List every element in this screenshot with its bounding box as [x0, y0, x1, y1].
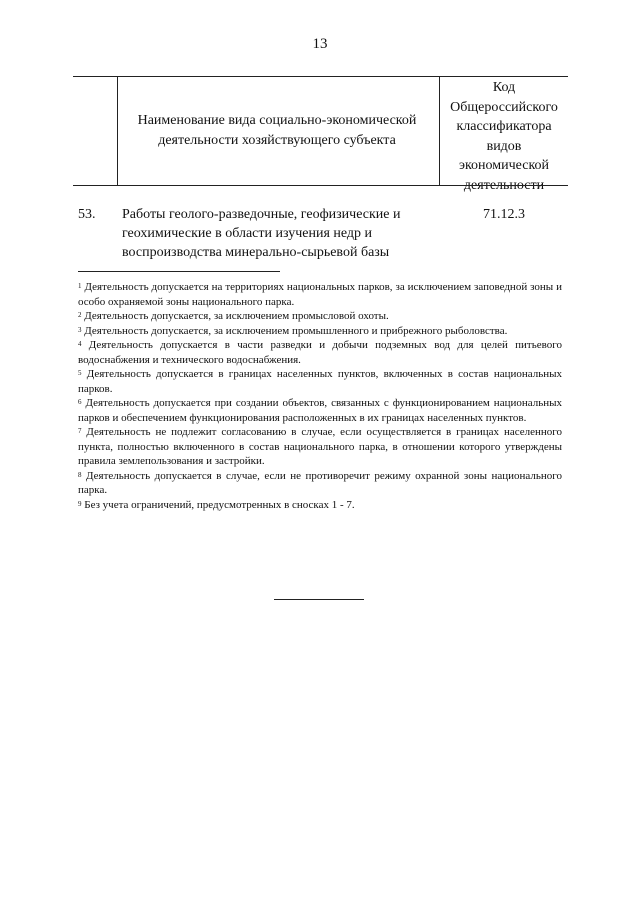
footnote-mark: 2 [78, 311, 82, 319]
footnote-mark: 5 [78, 369, 82, 377]
footnote-mark: 4 [78, 340, 82, 348]
footnote-text: Деятельность допускается, за исключением промышленного и прибрежного рыболовства. [84, 324, 508, 337]
column-header-okved-code: Код Общероссийского классификатора видов экономической деятельности [450, 80, 558, 193]
table-top-rule [73, 76, 568, 77]
footnote-mark: 7 [78, 427, 82, 435]
footnote [78, 309, 562, 324]
footnote-text: Деятельность допускается в случае, если не противоречит режиму охранной зоны национального парка. [78, 469, 562, 496]
row-number: 53. [78, 207, 96, 222]
footnote [78, 338, 562, 367]
footnote-text: Деятельность допускается в части разведки и добычи подземных вод для целей питьевого водоснабжения и технического водоснабжения. [78, 339, 562, 366]
footnote-mark: 6 [78, 398, 82, 406]
footnote-text: Деятельность допускается в границах населенных пунктов, включенных в состав национальных парков. [78, 368, 563, 395]
footnote-mark: 8 [78, 470, 82, 479]
footnote-text: Деятельность допускается при создании объектов, связанных с функционированием национальных парков и обеспечением функционирования расположенных в их границах населенных пунктов. [78, 397, 563, 424]
footnote [78, 324, 562, 339]
footnote [78, 498, 562, 513]
footnote [78, 469, 562, 498]
table-header-rule [73, 185, 568, 186]
document-end-rule [274, 599, 364, 600]
footnote [78, 367, 562, 396]
footnote-text: Деятельность допускается на территориях национальных парков, за исключением заповедной зоны и особо охраняемой зоны национального парка. [78, 281, 563, 308]
footnote-mark: 9 [78, 499, 82, 508]
page-number: 13 [312, 36, 328, 52]
footnote [78, 425, 562, 469]
footnotes [78, 280, 562, 512]
footnote-text: Деятельность не подлежит согласованию в случае, если осуществляется в границах населенного пункта, полностью включенного в состав национального парка, в отношении которого утверждены правила землепользования и застройки. [78, 426, 563, 467]
footnote-mark: 1 [78, 282, 82, 290]
row-okved-code: 71.12.3 [483, 207, 525, 222]
row-activity-name: Работы геолого-разведочные, геофизические и геохимические в области изучения недр и воспроизводства минерально-сырьевой базы [122, 207, 401, 260]
footnote-text: Без учета ограничений, предусмотренных в сносках 1 - 7. [84, 498, 355, 511]
column-header-activity-name: Наименование вида социально-экономической деятельности хозяйствующего субъекта [137, 113, 417, 148]
footnote-separator [78, 271, 280, 272]
footnote [78, 280, 562, 309]
footnote-text: Деятельность допускается, за исключением промысловой охоты. [84, 310, 389, 322]
footnote-mark: 3 [78, 325, 82, 334]
footnote [78, 396, 562, 425]
